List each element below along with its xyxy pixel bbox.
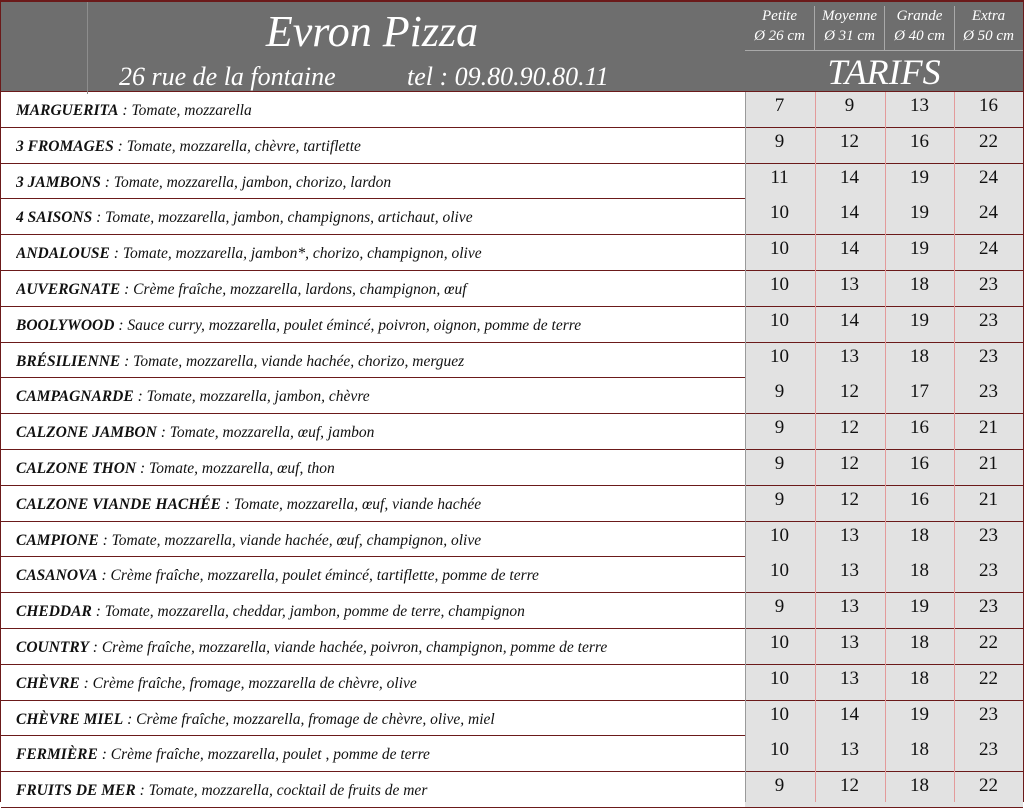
price-cell: 13: [840, 345, 859, 367]
pizza-row: [1, 522, 1023, 558]
pizza-name: BRÉSILIENNE: [16, 352, 121, 370]
price-cell: 13: [840, 524, 859, 546]
size-name: Extra: [971, 8, 1006, 24]
price-cell: 24: [979, 166, 998, 188]
price-cell: 14: [840, 309, 859, 331]
price-cell: 19: [910, 703, 929, 725]
price-cell: 14: [840, 166, 859, 188]
price-cell: 23: [979, 309, 998, 331]
pizza-description: FERMIÈRE : Crème fraîche, mozzarella, poulet , pomme de terre: [16, 746, 430, 764]
pizza-row: [1, 164, 1023, 200]
price-cells: [745, 701, 1023, 736]
price-cell: 22: [979, 130, 998, 152]
price-gridline: [815, 92, 816, 802]
pizza-ingredients: Crème fraîche, mozzarella, lardons, champignon, œuf: [133, 280, 467, 298]
pizza-ingredients: Tomate, mozzarella, chèvre, tartiflette: [126, 137, 361, 155]
pizza-list: [1, 92, 1023, 808]
size-extra: [954, 6, 1023, 50]
shop-phone: tel : 09.80.90.80.11: [407, 62, 609, 91]
pizza-name: CASANOVA: [16, 567, 98, 585]
price-cell: 10: [770, 631, 789, 653]
pizza-name: AUVERGNATE: [16, 280, 121, 298]
price-cells: [745, 378, 1023, 413]
price-cell: 12: [840, 381, 859, 403]
price-cell: 14: [840, 238, 859, 260]
pizza-name: CALZONE JAMBON: [16, 424, 157, 442]
pizza-description: BOOLYWOOD : Sauce curry, mozzarella, poulet émincé, poivron, oignon, pomme de terre: [16, 316, 582, 334]
pizza-description: 3 JAMBONS : Tomate, mozzarella, jambon, chorizo, lardon: [16, 173, 392, 191]
price-cell: 21: [979, 452, 998, 474]
pizza-row: [1, 486, 1023, 522]
price-cell: 22: [979, 667, 998, 689]
price-cells: [745, 343, 1023, 378]
price-cell: 19: [910, 166, 929, 188]
pizza-description: CHÈVRE MIEL : Crème fraîche, mozzarella, fromage de chèvre, olive, miel: [16, 710, 495, 728]
pizza-description: MARGUERITA : Tomate, mozzarella: [16, 102, 252, 119]
price-cell: 18: [910, 667, 929, 689]
pizza-ingredients: Tomate, mozzarella, jambon, chorizo, lardon: [113, 173, 392, 191]
pizza-ingredients: Tomate, mozzarella, œuf, viande hachée: [233, 495, 482, 513]
size-name: Grande: [896, 8, 943, 24]
pizza-name: CHÈVRE: [16, 674, 80, 692]
pizza-row: [1, 235, 1023, 271]
size-name: Petite: [762, 8, 797, 24]
pizza-description: CALZONE VIANDE HACHÉE : Tomate, mozzarella, œuf, viande hachée: [16, 495, 482, 513]
tarifs-title: TARIFS: [827, 52, 941, 92]
pizza-name: CALZONE THON: [16, 459, 137, 477]
price-cell: 9: [774, 417, 785, 439]
pizza-description: CHÈVRE : Crème fraîche, fromage, mozzarella de chèvre, olive: [16, 674, 417, 692]
price-cell: 9: [774, 775, 785, 797]
pizza-row: [1, 593, 1023, 629]
price-cell: 9: [774, 452, 785, 474]
pizza-ingredients: Tomate, mozzarella, jambon*, chorizo, champignon, olive: [122, 245, 482, 263]
price-cells: [745, 164, 1023, 199]
pizza-row: [1, 307, 1023, 343]
pizza-name: COUNTRY: [16, 638, 89, 656]
price-cells: [745, 629, 1023, 664]
price-cells: [745, 128, 1023, 163]
pizza-name: CHEDDAR: [16, 603, 92, 621]
pizza-description: CHEDDAR : Tomate, mozzarella, cheddar, jambon, pomme de terre, champignon: [16, 603, 525, 621]
pizza-ingredients: Tomate, mozzarella, œuf, jambon: [169, 424, 375, 442]
price-cell: 10: [770, 739, 789, 761]
price-cell: 16: [910, 417, 929, 439]
pizza-description: ANDALOUSE : Tomate, mozzarella, jambon*, chorizo, champignon, olive: [16, 245, 482, 263]
price-cell: 12: [840, 452, 859, 474]
pizza-description: CALZONE JAMBON : Tomate, mozzarella, œuf, jambon: [16, 424, 375, 442]
pizza-row: [1, 378, 1023, 414]
price-cell: 12: [840, 417, 859, 439]
price-cell: 9: [774, 130, 785, 152]
price-cells: [745, 450, 1023, 485]
size-moyenne: [815, 6, 884, 50]
pizza-row: [1, 414, 1023, 450]
price-cells: [745, 307, 1023, 342]
price-cell: 23: [979, 524, 998, 546]
price-cell: 23: [979, 703, 998, 725]
price-cell: 18: [910, 560, 929, 582]
price-cell: 16: [910, 130, 929, 152]
size-grande: [885, 6, 954, 50]
price-cell: 7: [774, 95, 785, 116]
pizza-ingredients: Tomate, mozzarella, jambon, champignons, artichaut, olive: [105, 209, 473, 227]
pizza-name: CHÈVRE MIEL: [16, 710, 124, 728]
price-gridline: [954, 92, 955, 802]
pizza-name: MARGUERITA: [16, 102, 119, 119]
pizza-name: ANDALOUSE: [16, 245, 110, 263]
price-cell: 10: [770, 345, 789, 367]
price-cell: 10: [770, 309, 789, 331]
price-cell: 10: [770, 667, 789, 689]
price-cell: 13: [840, 631, 859, 653]
size-name: Moyenne: [822, 8, 877, 24]
pizza-description: CALZONE THON : Tomate, mozzarella, œuf, thon: [16, 459, 335, 477]
price-cell: 12: [840, 488, 859, 510]
price-cell: 24: [979, 202, 998, 224]
price-cell: 22: [979, 631, 998, 653]
pizza-ingredients: Tomate, mozzarella, cocktail de fruits de mer: [148, 782, 428, 800]
pizza-ingredients: Tomate, mozzarella, œuf, thon: [149, 459, 335, 477]
price-cell: 23: [979, 739, 998, 761]
price-cell: 24: [979, 238, 998, 260]
pizza-name: CALZONE VIANDE HACHÉE: [16, 495, 221, 513]
pizza-row: [1, 343, 1023, 379]
price-cell: 21: [979, 488, 998, 510]
pizza-ingredients: Tomate, mozzarella: [131, 102, 252, 119]
price-cell: 13: [840, 739, 859, 761]
price-cell: 13: [840, 273, 859, 295]
menu-header: [1, 0, 1023, 92]
size-petite: [745, 6, 814, 50]
price-cells: [745, 92, 1023, 127]
pizza-description: 4 SAISONS : Tomate, mozzarella, jambon, champignons, artichaut, olive: [16, 209, 473, 227]
price-cell: 10: [770, 273, 789, 295]
price-cell: 10: [770, 238, 789, 260]
pizza-ingredients: Crème fraîche, mozzarella, poulet , pomme de terre: [110, 746, 430, 764]
price-cell: 9: [774, 596, 785, 618]
price-cell: 23: [979, 345, 998, 367]
price-cell: 19: [910, 596, 929, 618]
price-cells: [745, 557, 1023, 592]
shop-name: Evron Pizza: [265, 7, 479, 56]
price-cell: 10: [770, 703, 789, 725]
pizza-ingredients: Tomate, mozzarella, jambon, chèvre: [146, 388, 370, 406]
price-cells: [745, 486, 1023, 521]
price-cells: [745, 593, 1023, 628]
pizza-ingredients: Crème fraîche, mozzarella, viande hachée, poivron, champignon, pomme de terre: [101, 638, 608, 656]
pizza-ingredients: Tomate, mozzarella, cheddar, jambon, pomme de terre, champignon: [104, 603, 525, 621]
size-diameter: Ø 31 cm: [824, 28, 875, 44]
size-diameter: Ø 50 cm: [963, 28, 1014, 44]
price-cell: 19: [910, 238, 929, 260]
price-cells: [745, 199, 1023, 234]
price-cells: [745, 522, 1023, 557]
price-cells: [745, 235, 1023, 270]
pizza-row: [1, 701, 1023, 737]
price-cell: 14: [840, 703, 859, 725]
price-cells: [745, 665, 1023, 700]
price-cell: 18: [910, 631, 929, 653]
price-cell: 18: [910, 775, 929, 797]
price-cell: 10: [770, 560, 789, 582]
pizza-ingredients: Crème fraîche, fromage, mozzarella de chèvre, olive: [92, 674, 417, 692]
pizza-ingredients: Crème fraîche, mozzarella, fromage de chèvre, olive, miel: [136, 710, 495, 728]
tarifs-separator: [745, 50, 1023, 51]
price-cell: 9: [844, 95, 855, 116]
price-cell: 18: [910, 273, 929, 295]
pizza-description: CAMPIONE : Tomate, mozzarella, viande hachée, œuf, champignon, olive: [16, 531, 482, 549]
price-cell: 11: [770, 166, 789, 188]
pizza-row: [1, 92, 1023, 128]
price-cell: 16: [910, 452, 929, 474]
pizza-row: [1, 557, 1023, 593]
pizza-name: CAMPAGNARDE: [16, 388, 134, 406]
price-cell: 10: [770, 202, 789, 224]
price-cell: 21: [979, 417, 998, 439]
pizza-row: [1, 128, 1023, 164]
pizza-row: [1, 772, 1023, 808]
pizza-description: COUNTRY : Crème fraîche, mozzarella, viande hachée, poivron, champignon, pomme de terre: [16, 638, 608, 656]
pizza-description: AUVERGNATE : Crème fraîche, mozzarella, lardons, champignon, œuf: [16, 280, 467, 298]
price-cell: 12: [840, 130, 859, 152]
price-cell: 18: [910, 345, 929, 367]
price-cell: 14: [840, 202, 859, 224]
price-cells: [745, 736, 1023, 771]
price-cell: 16: [979, 95, 998, 116]
pizza-ingredients: Tomate, mozzarella, viande hachée, œuf, champignon, olive: [111, 531, 482, 549]
pizza-name: 3 JAMBONS: [16, 173, 101, 191]
pizza-row: [1, 629, 1023, 665]
pizza-row: [1, 199, 1023, 235]
price-cell: 23: [979, 596, 998, 618]
pizza-description: FRUITS DE MER : Tomate, mozzarella, cocktail de fruits de mer: [16, 782, 428, 800]
price-cell: 17: [910, 381, 929, 403]
price-cell: 13: [910, 95, 929, 116]
price-gridline: [885, 92, 886, 802]
price-cell: 9: [774, 381, 785, 403]
price-cell: 18: [910, 739, 929, 761]
pizza-name: FERMIÈRE: [16, 746, 98, 764]
price-cell: 23: [979, 381, 998, 403]
pizza-description: CASANOVA : Crème fraîche, mozzarella, poulet émincé, tartiflette, pomme de terre: [16, 567, 539, 585]
pizza-row: [1, 736, 1023, 772]
size-diameter: Ø 26 cm: [754, 28, 805, 44]
price-cell: 16: [910, 488, 929, 510]
pizza-name: 3 FROMAGES: [16, 137, 114, 155]
pizza-name: BOOLYWOOD: [16, 316, 115, 334]
pizza-description: CAMPAGNARDE : Tomate, mozzarella, jambon, chèvre: [16, 388, 370, 406]
shop-address: 26 rue de la fontaine: [119, 62, 336, 91]
price-cell: 19: [910, 309, 929, 331]
price-cells: [745, 414, 1023, 449]
price-cells: [745, 271, 1023, 306]
pizza-description: BRÉSILIENNE : Tomate, mozzarella, viande hachée, chorizo, merguez: [16, 352, 465, 370]
pizza-row: [1, 450, 1023, 486]
pizza-description: 3 FROMAGES : Tomate, mozzarella, chèvre, tartiflette: [16, 137, 361, 155]
price-cell: 13: [840, 667, 859, 689]
pizza-ingredients: Crème fraîche, mozzarella, poulet émincé, tartiflette, pomme de terre: [110, 567, 539, 585]
price-cell: 10: [770, 524, 789, 546]
price-cell: 13: [840, 596, 859, 618]
price-cell: 12: [840, 775, 859, 797]
price-cell: 23: [979, 560, 998, 582]
pizza-name: FRUITS DE MER: [16, 782, 136, 800]
price-cell: 23: [979, 273, 998, 295]
pizza-ingredients: Sauce curry, mozzarella, poulet émincé, poivron, oignon, pomme de terre: [127, 316, 582, 334]
size-diameter: Ø 40 cm: [894, 28, 945, 44]
price-cell: 18: [910, 524, 929, 546]
pizza-name: CAMPIONE: [16, 531, 99, 549]
pizza-name: 4 SAISONS: [16, 209, 93, 227]
pizza-ingredients: Tomate, mozzarella, viande hachée, chorizo, merguez: [133, 352, 465, 370]
pizza-row: [1, 665, 1023, 701]
price-cell: 13: [840, 560, 859, 582]
price-gridline: [745, 92, 746, 802]
pizza-row: [1, 271, 1023, 307]
price-cell: 9: [774, 488, 785, 510]
price-cell: 19: [910, 202, 929, 224]
price-cell: 22: [979, 775, 998, 797]
